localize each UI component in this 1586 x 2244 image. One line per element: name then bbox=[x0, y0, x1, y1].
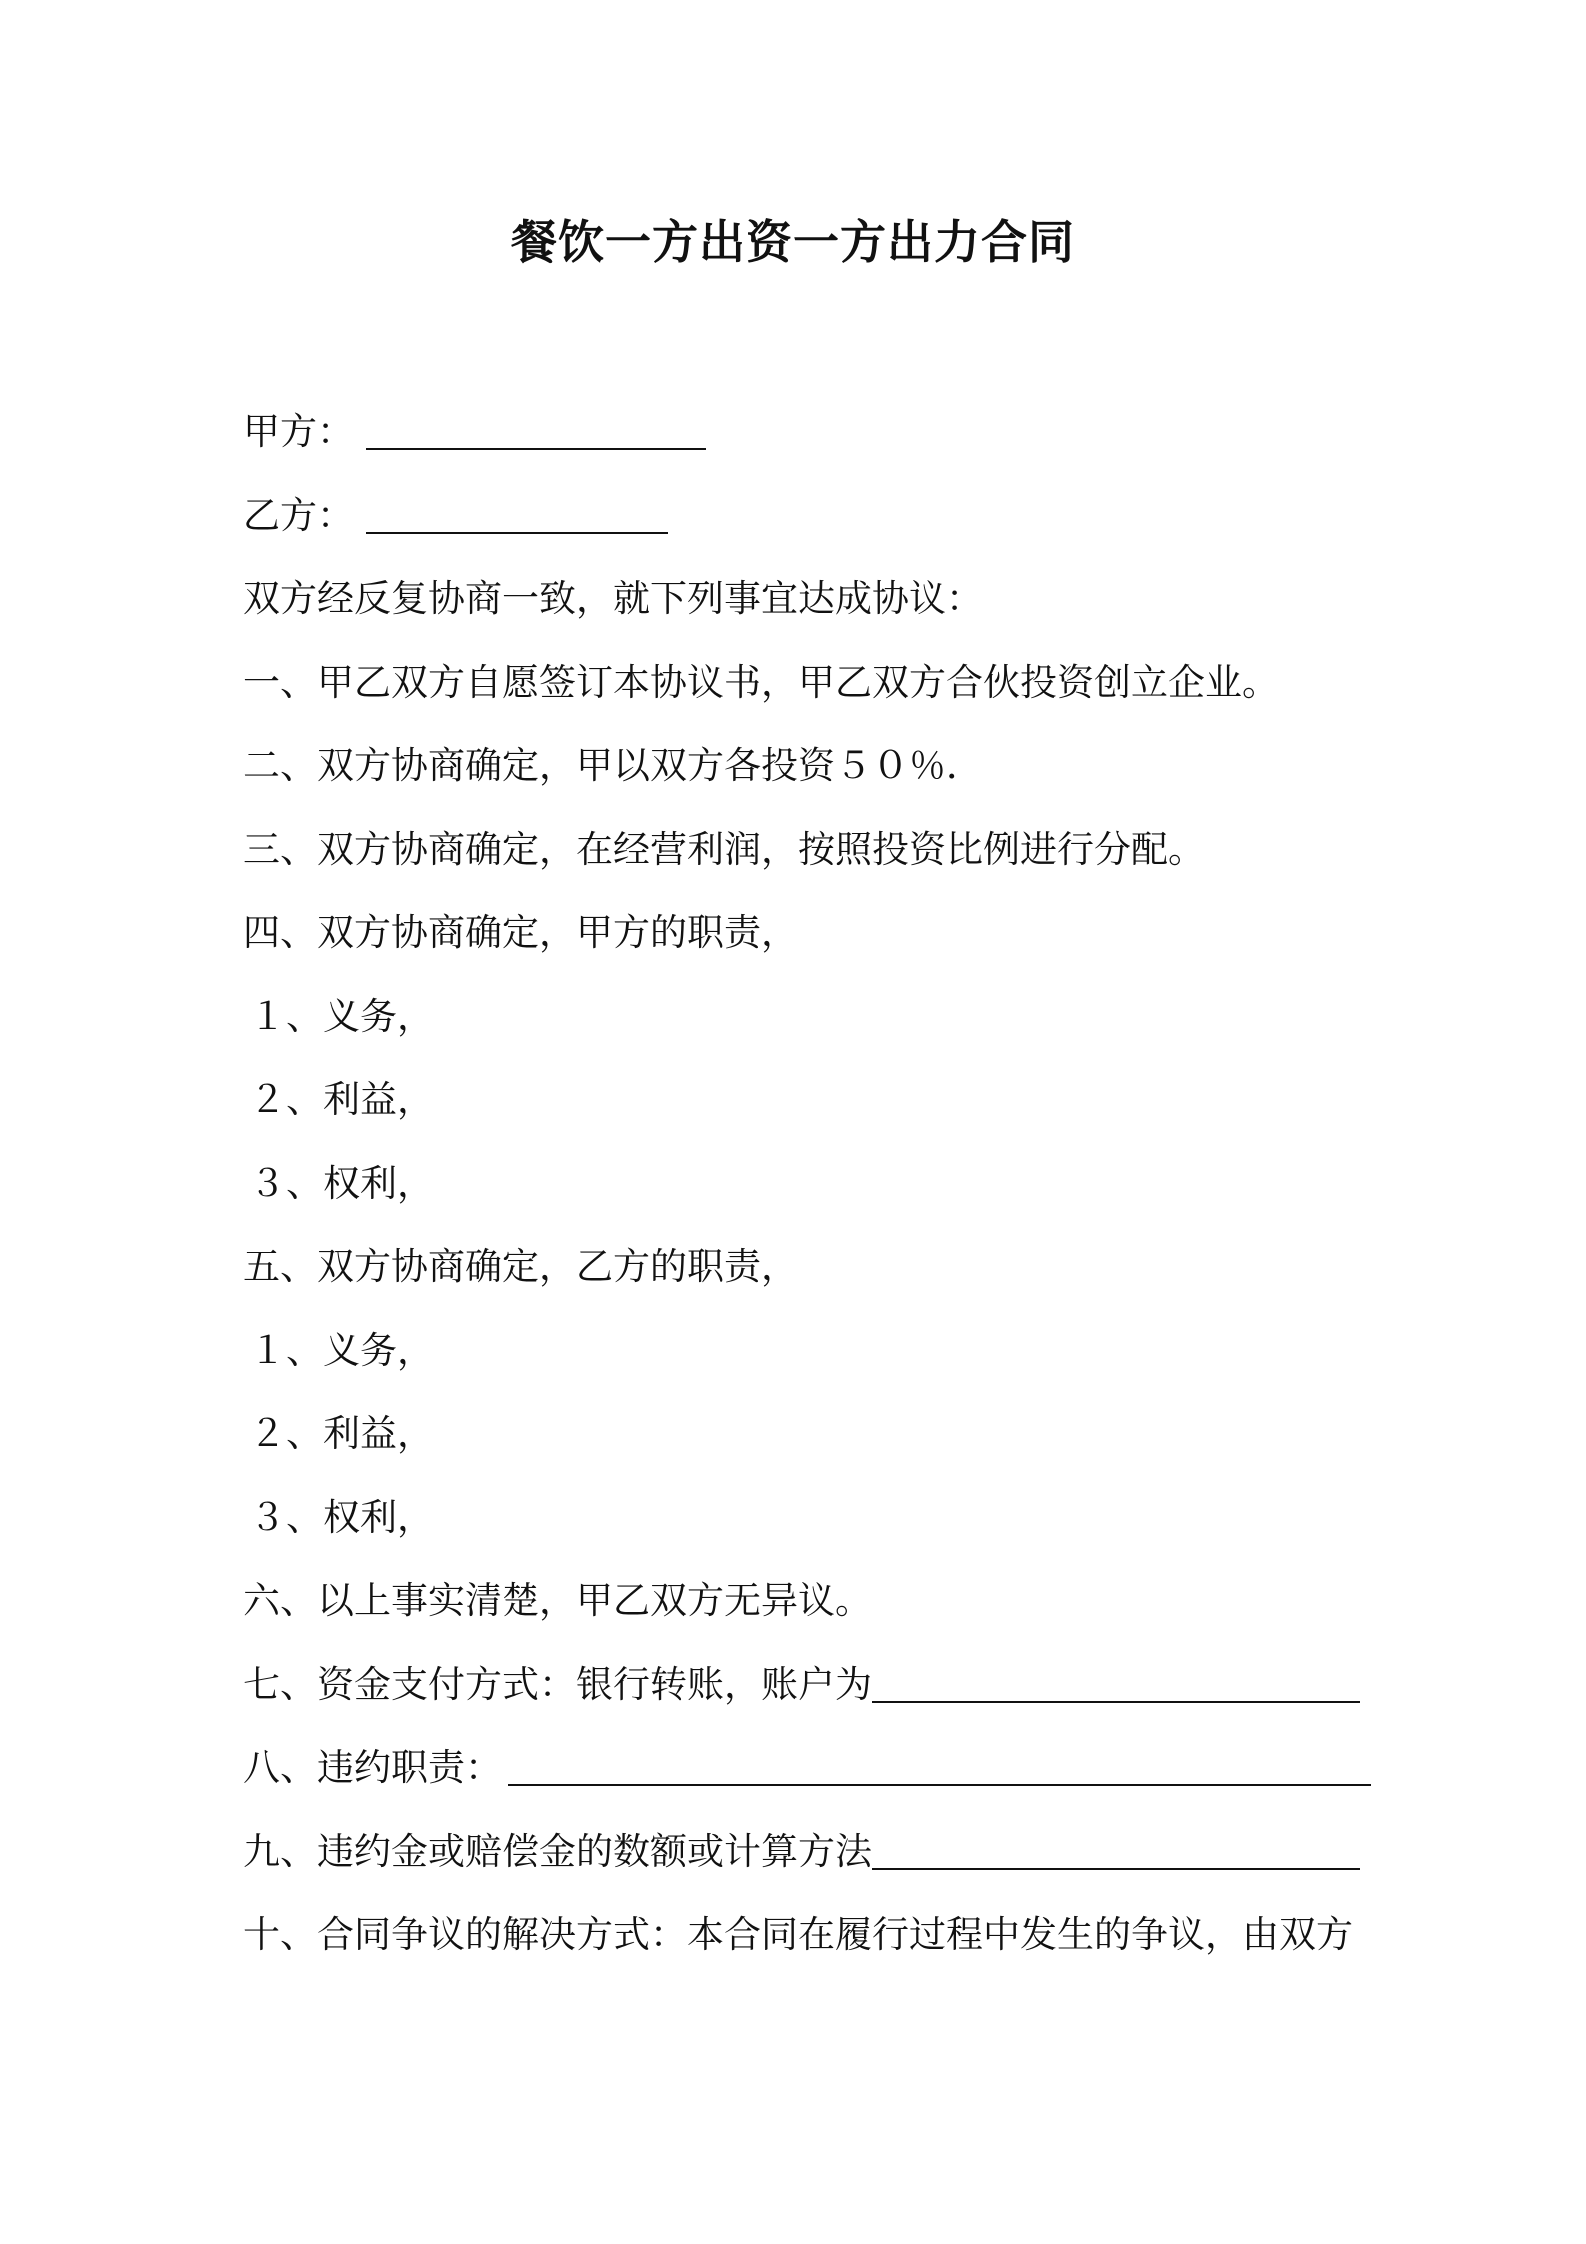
clause-4-item-duty: １、义务， bbox=[249, 994, 434, 1038]
party-a-blank[interactable] bbox=[366, 412, 706, 450]
clause-3: 三、双方协商确定，在经营利润，按照投资比例进行分配。 bbox=[243, 827, 1205, 871]
intro-paragraph: 双方经反复协商一致，就下列事宜达成协议： bbox=[243, 577, 983, 620]
clause-5-item-right: ３、权利， bbox=[249, 1495, 434, 1539]
party-b-line bbox=[243, 486, 1363, 570]
clause-1: 一、甲乙双方自愿签订本协议书，甲乙双方合伙投资创立企业。 bbox=[243, 660, 1279, 704]
clause-5: 五、双方协商确定，乙方的职责， bbox=[243, 1245, 798, 1288]
clause-9-line bbox=[243, 1822, 1363, 1906]
clause-4-item-right: ３、权利， bbox=[249, 1161, 434, 1205]
party-b-label: 乙方： bbox=[243, 493, 354, 537]
clause-8-line bbox=[243, 1738, 1363, 1822]
party-b-blank[interactable] bbox=[366, 496, 668, 534]
breach-duty-blank[interactable] bbox=[508, 1748, 1371, 1786]
clause-5-item-duty: １、义务， bbox=[249, 1328, 434, 1372]
clause-10: 十、合同争议的解决方式：本合同在履行过程中发生的争议，由双方 bbox=[243, 1913, 1353, 1956]
party-a-line bbox=[243, 402, 1363, 486]
clause-7: 七、资金支付方式：银行转账，账户为 bbox=[243, 1662, 872, 1706]
clause-4-item-benefit: ２、利益， bbox=[249, 1078, 434, 1121]
clause-5-item-benefit: ２、利益， bbox=[249, 1412, 434, 1455]
clause-4: 四、双方协商确定，甲方的职责， bbox=[243, 911, 798, 954]
clause-6: 六、以上事实清楚，甲乙双方无异议。 bbox=[243, 1579, 872, 1622]
clause-7-line bbox=[243, 1655, 1363, 1739]
clause-9: 九、违约金或赔偿金的数额或计算方法 bbox=[243, 1829, 872, 1873]
contract-title: 餐饮一方出资一方出力合同 bbox=[511, 215, 1075, 269]
contract-body bbox=[243, 402, 1363, 1989]
clause-2: 二、双方协商确定，甲以双方各投资５０％． bbox=[243, 744, 983, 787]
account-blank[interactable] bbox=[872, 1665, 1360, 1703]
party-a-label: 甲方： bbox=[243, 410, 354, 453]
penalty-blank[interactable] bbox=[872, 1832, 1360, 1870]
clause-8: 八、违约职责： bbox=[243, 1746, 502, 1789]
